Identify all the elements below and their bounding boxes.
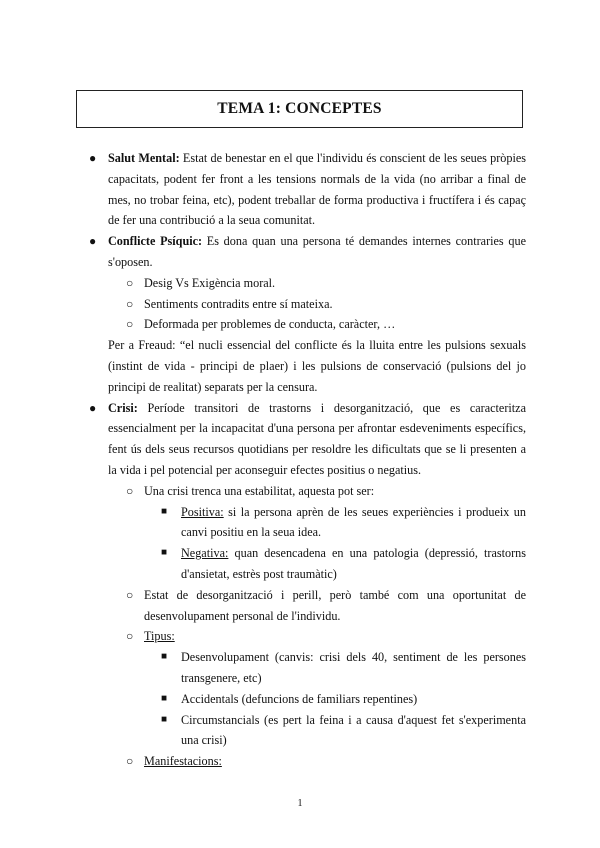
disc-bullet-icon: ● (89, 400, 97, 415)
subitem-text: Una crisi trenca una estabilitat, aquesta pot ser: (144, 483, 375, 498)
subitem-desorganitzacio (126, 585, 526, 627)
definition-salut-mental: Estat de benestar en el que l'individu és conscient de les seues pròpies capacitats, podent fer front a les tensions normals de la vida (no arribar a final de mes, no trobar feina, etc), podent treballar de forma productiva i fructífera i és capaç de fer una contribució a la seua comunitat. (108, 151, 526, 228)
document-body (0, 148, 600, 772)
definition-conflicte-psiquic: Es dona quan una persona té demandes internes contraries que s'oposen. (108, 234, 526, 269)
freud-paragraph: Per a Freaud: “el nucli essencial del conflicte és la lluita entre les pulsions sexuals (instint de vida - principi de plaer) i les pulsions de conservació (pulsions del jo principi de realitat) separats per la censura. (108, 338, 526, 394)
tipus-item-2 (161, 689, 526, 710)
tipus-text: Desenvolupament (canvis: crisi dels 40, sentiment de les persones transgenere, etc) (181, 650, 526, 685)
subitem-conflicte-1 (126, 273, 526, 294)
page-title: TEMA 1: CONCEPTES (217, 100, 382, 117)
circle-bullet-icon: ○ (126, 754, 134, 769)
square-bullet-icon: ■ (161, 651, 168, 663)
subitem-manifestacions (126, 751, 526, 772)
manifestacions-label: Manifestacions: (144, 754, 222, 769)
subitem-conflicte-3 (126, 314, 526, 335)
circle-bullet-icon: ○ (126, 483, 134, 498)
square-bullet-icon: ■ (161, 713, 168, 725)
positiva-text: si la persona aprèn de les seues experiències i produeix un canvi positiu en la seua idea. (181, 504, 526, 540)
circle-bullet-icon: ○ (126, 317, 134, 332)
negativa-text: quan desencadena en una patologia (depressió, trastorns d'ansietat, estrès post traumàtic) (181, 546, 526, 581)
definition-crisi: Període transitori de trastorns i desorganització, que es caracteritza essencialment per la incapacitat d'una persona per afrontar esdeveniments específics, fent ús dels seus recursos quotidians per resoldre les dificultats que se li presenten a la vida i pel potencial per aconseguir efectes positius o negatius. (108, 400, 526, 477)
term-crisi: Crisi: (108, 400, 138, 415)
circle-bullet-icon: ○ (126, 629, 134, 644)
square-bullet-icon: ■ (161, 547, 168, 559)
disc-bullet-icon: ● (89, 151, 97, 165)
item-crisi (89, 398, 526, 481)
subitem-text: Sentiments contradits entre sí mateixa. (144, 296, 333, 311)
positiva-label: Positiva: (181, 504, 224, 519)
term-salut-mental: Salut Mental: (108, 151, 180, 165)
subsubitem-negativa (161, 543, 526, 585)
square-bullet-icon: ■ (161, 505, 168, 517)
negativa-label: Negativa: (181, 546, 229, 561)
title-box (76, 90, 523, 128)
circle-bullet-icon: ○ (126, 275, 134, 290)
subitem-text: Deformada per problemes de conducta, caràcter, … (144, 317, 396, 332)
subitem-estabilitat (126, 481, 526, 502)
subitem-tipus (126, 626, 526, 647)
term-conflicte-psiquic: Conflicte Psíquic: (108, 234, 203, 249)
item-salut-mental (89, 148, 526, 231)
subitem-text: Estat de desorganització i perill, però també com una oportunitat de desenvolupament personal de l'individu. (144, 587, 526, 623)
square-bullet-icon: ■ (161, 692, 168, 704)
item-conflicte-psiquic (89, 231, 526, 273)
circle-bullet-icon: ○ (126, 296, 134, 311)
subitem-text: Desig Vs Exigència moral. (144, 275, 276, 290)
circle-bullet-icon: ○ (126, 587, 134, 602)
tipus-item-3 (161, 710, 526, 752)
subsubitem-positiva (161, 502, 526, 544)
disc-bullet-icon: ● (89, 234, 97, 249)
subitem-conflicte-2 (126, 294, 526, 315)
page-number: 1 (297, 798, 303, 809)
tipus-label: Tipus: (144, 629, 175, 644)
tipus-text: Circumstancials (es pert la feina i a causa d'aquest fet s'experimenta una crisi) (181, 712, 526, 748)
tipus-item-1 (161, 647, 526, 689)
tipus-text: Accidentals (defuncions de familiars repentines) (181, 691, 418, 706)
